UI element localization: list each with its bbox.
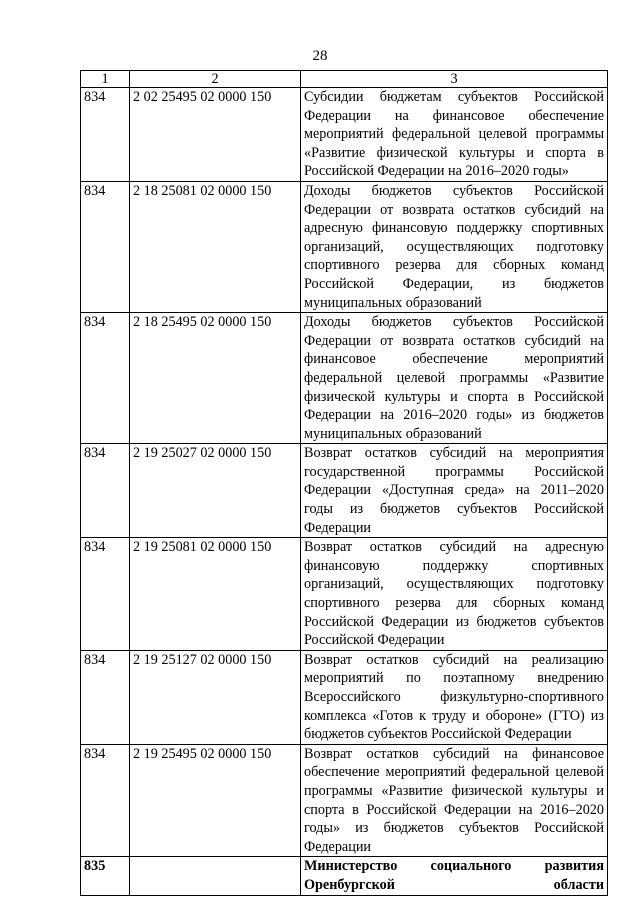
description-cell: Возврат остатков субсидий на адресную финансовую поддержку спортивных организаций, осуществляющих подготовку спортивного резерва для сборных команд Российской Федерации из бюджетов субъектов Российской Федерации [301, 538, 608, 651]
table-row [81, 538, 608, 651]
table-row [81, 181, 608, 312]
budget-classification-table [80, 70, 608, 896]
header-col-2: 2 [130, 71, 301, 88]
table-row [81, 88, 608, 182]
admin-code-cell: 834 [81, 650, 130, 744]
header-col-3: 3 [301, 71, 608, 88]
budget-code-cell: 2 19 25027 02 0000 150 [130, 444, 301, 538]
description-cell: Возврат остатков субсидий на финансовое обеспечение мероприятий федеральной целевой программы «Развитие физической культуры и спорта в Российской Федерации на 2016–2020 годы» из бюджетов субъектов Российской Федерации [301, 744, 608, 857]
description-cell: Доходы бюджетов субъектов Российской Федерации от возврата остатков субсидий на финансовое обеспечение мероприятий федеральной целевой программы «Развитие физической культуры и спорта в Российской Федерации на 2016–2020 годы» из бюджетов муниципальных образований [301, 313, 608, 444]
description-cell: Возврат остатков субсидий на реализацию мероприятий по поэтапному внедрению Всероссийского физкультурно-спортивного комплекса «Готов к труду и обороне» (ГТО) из бюджетов субъектов Российской Федерации [301, 650, 608, 744]
admin-code-cell: 835 [81, 857, 130, 895]
budget-code-cell: 2 02 25495 02 0000 150 [130, 88, 301, 182]
admin-code-cell: 834 [81, 88, 130, 182]
table-row [81, 444, 608, 538]
admin-code-cell: 834 [81, 313, 130, 444]
description-cell: Возврат остатков субсидий на мероприятия государственной программы Российской Федерации «Доступная среда» на 2011–2020 годы из бюджетов субъектов Российской Федерации [301, 444, 608, 538]
ministry-header-row [81, 857, 608, 895]
page-number: 28 [312, 48, 328, 64]
table-row [81, 744, 608, 857]
budget-code-cell: 2 19 25127 02 0000 150 [130, 650, 301, 744]
table-header-row [81, 71, 608, 88]
description-cell: Субсидии бюджетам субъектов Российской Федерации на финансовое обеспечение мероприятий федеральной целевой программы «Развитие физической культуры и спорта в Российской Федерации на 2016–2020 годы» [301, 88, 608, 182]
admin-code-cell: 834 [81, 538, 130, 651]
budget-code-cell: 2 18 25495 02 0000 150 [130, 313, 301, 444]
ministry-name-line-1: Министерство социального развития [304, 858, 604, 875]
budget-code-cell [130, 857, 301, 895]
ministry-name-cell [301, 857, 608, 895]
admin-code-cell: 834 [81, 744, 130, 857]
header-col-1: 1 [81, 71, 130, 88]
admin-code-cell: 834 [81, 444, 130, 538]
admin-code-cell: 834 [81, 181, 130, 312]
budget-code-cell: 2 19 25081 02 0000 150 [130, 538, 301, 651]
ministry-name-line-2: Оренбургской области [304, 876, 604, 893]
budget-code-cell: 2 18 25081 02 0000 150 [130, 181, 301, 312]
description-cell: Доходы бюджетов субъектов Российской Федерации от возврата остатков субсидий на адресную финансовую поддержку спортивных организаций, осуществляющих подготовку спортивного резерва для сборных команд Российской Федерации, из бюджетов муниципальных образований [301, 181, 608, 312]
table-row [81, 313, 608, 444]
table-row [81, 650, 608, 744]
budget-code-cell: 2 19 25495 02 0000 150 [130, 744, 301, 857]
